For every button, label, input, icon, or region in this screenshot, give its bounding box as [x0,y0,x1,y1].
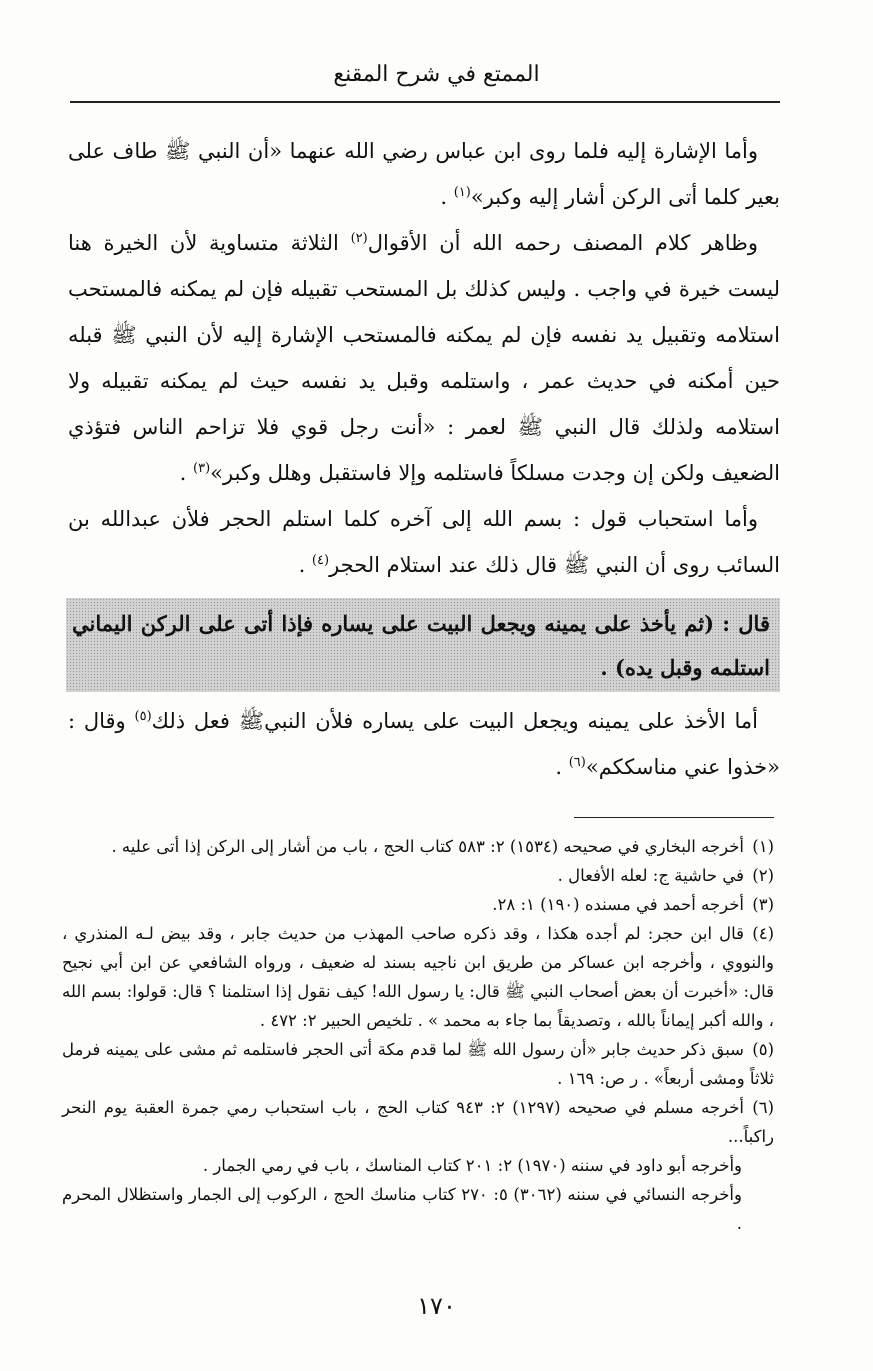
footnote-2: (٢)في حاشية ج: لعله الأفعال . [557,866,774,885]
footnote-1: (١)أخرجه البخاري في صحيحه (١٥٣٤) ٢: ٥٨٣ كتاب الحج ، باب من أشار إلى الركن إذا أتى عليه . [111,837,774,856]
paragraph-1: وأما الإشارة إليه فلما روى ابن عباس رضي الله عنهما «أن النبي ﷺ طاف على بعير كلما أتى الركن أشار إليه وكبر»$^{(١)}$ . [68,139,780,209]
footnote-marker[interactable]: (٢) [350,231,368,246]
footnote-marker[interactable]: (٣) [193,461,211,476]
footnote-4: (٤)قال ابن حجر: لم أجده هكذا ، وقد ذكره صاحب المهذب من حديث جابر ، وقد بيض لـه المنذري ، والنووي ، وأخرجه ابن عساكر من طريق ابن ناجيه بسند له ضعيف ، ورواه الشافعي عن ابن أبي نجيح قال: «أخبرت أن بعض أصحاب النبي ﷺ قال: يا رسول الله! كيف نقول إذا استلمنا ؟ قال: قولوا: بسم الله ، والله أكبر إيماناً بالله ، وتصديقاً بما جاء به محمد » . تلخيص الحبير ٢: ٤٧٢ . [62,924,774,1030]
matn-highlight: قال : (ثم يأخذ على يمينه ويجعل البيت على يساره فإذا أتى على الركن اليماني استلمه وقبل يده) . [66,598,780,692]
paragraph-4: أما الأخذ على يمينه ويجعل البيت على يساره فلأن النبيﷺ فعل ذلك$^{(٥)}$ وقال : «خذوا عني مناسككم»$^{(٦)}$ . [68,709,780,779]
footnote-3: (٣)أخرجه أحمد في مسنده (١٩٠) ١: ٢٨. [492,895,774,914]
footnote-6-continuation: وأخرجه أبو داود في سننه (١٩٧٠) ٢: ٢٠١ كتاب المناسك ، باب في رمي الجمار . [202,1156,742,1175]
footnote-6-continuation: وأخرجه النسائي في سننه (٣٠٦٢) ٥: ٢٧٠ كتاب مناسك الحج ، الركوب إلى الجمار واستظلال المحرم . [62,1185,742,1233]
header-rule [70,101,780,103]
footnote-rule [574,817,774,818]
page-number: ١٧٠ [417,1292,456,1320]
footnote-marker[interactable]: (١) [453,185,471,200]
footnote-marker[interactable]: (٦) [568,755,586,770]
footnote-marker[interactable]: (٤) [311,553,330,568]
body-text [68,128,780,790]
footnote-6: (٦)أخرجه مسلم في صحيحه (١٢٩٧) ٢: ٩٤٣ كتاب الحج ، باب استحباب رمي جمرة العقبة يوم النحر راكباً... [62,1098,775,1146]
footnote-5: (٥)سبق ذكر حديث جابر «أن رسول الله ﷺ لما قدم مكة أتى الحجر فاستلمه ثم مشى على يمينه فرمل ثلاثاً ومشى أربعاً» . ر ص: ١٦٩ . [62,1040,774,1088]
footnote-marker[interactable]: (٥) [134,709,152,724]
running-head: الممتع في شرح المقنع [333,62,540,87]
paragraph-3: وأما استحباب قول : بسم الله إلى آخره كلما استلم الحجر فلأن عبدالله بن السائب روى أن النبي ﷺ قال ذلك عند استلام الحجر$^{(٤)}$ . [68,507,780,577]
footnotes [62,832,774,1238]
paragraph-2: وظاهر كلام المصنف رحمه الله أن الأقوال$^{(٢)}$ الثلاثة متساوية لأن الخيرة هنا ليست خيرة في واجب . وليس كذلك بل المستحب تقبيله فإن لم يمكنه فالمستحب استلامه وتقبيل يد نفسه فإن لم يمكنه فالمستحب الإشارة إليه لأن النبي ﷺ قبله حين أمكنه في حديث عمر ، واستلمه وقبل يد نفسه حيث لم يمكنه تقبيله ولا استلامه ولذلك قال النبي ﷺ لعمر : «أنت رجل قوي فلا تزاحم الناس فتؤذي الضعيف ولكن إن وجدت مسلكاً فاستلمه وإلا فاستقبل وهلل وكبر»$^{(٣)}$ . [68,231,780,485]
